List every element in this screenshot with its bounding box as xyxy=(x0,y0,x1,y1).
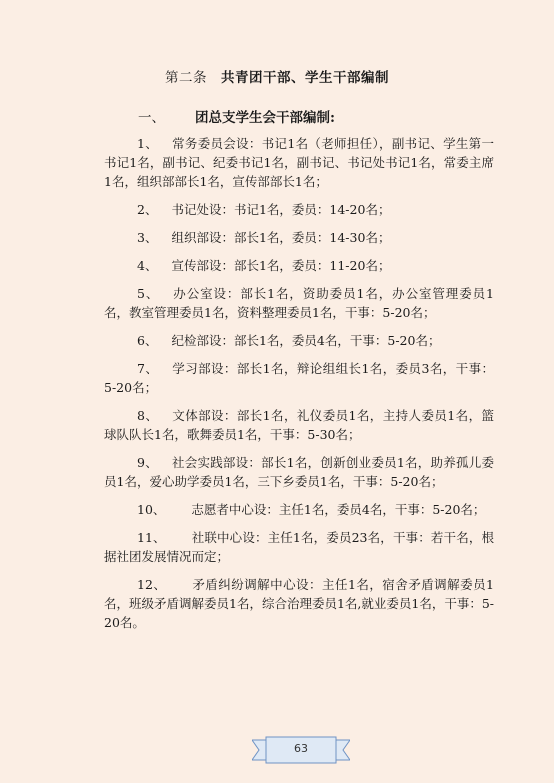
item-text: 组织部设：部长1名，委员：14-30名； xyxy=(171,230,391,245)
item-number: 4、 xyxy=(137,258,158,273)
article-title: 共青团干部、学生干部编制 xyxy=(221,70,389,86)
list-item xyxy=(104,134,494,191)
article-heading xyxy=(0,66,554,86)
item-text: 社联中心设：主任1名，委员23名，干事：若干名，根据社团发展情况而定； xyxy=(104,530,494,564)
list-item xyxy=(104,500,494,519)
page-number: 63 xyxy=(294,742,308,755)
list-item xyxy=(104,256,494,275)
item-number: 1、 xyxy=(137,136,159,151)
item-list xyxy=(104,134,494,641)
list-item xyxy=(104,528,494,566)
item-number: 6、 xyxy=(137,333,158,348)
item-number: 11、 xyxy=(137,530,166,545)
section-heading xyxy=(138,106,335,126)
item-text: 书记处设：书记1名，委员：14-20名； xyxy=(171,202,391,217)
list-item xyxy=(104,331,494,350)
list-item xyxy=(104,359,494,397)
item-number: 2、 xyxy=(137,202,158,217)
item-text: 纪检部设：部长1名，委员4名，干事：5-20名； xyxy=(171,333,441,348)
item-text: 常务委员会设：书记1名（老师担任），副书记、学生第一书记1名，副书记、纪委书记1名，副书记、书记处书记1名，常委主席1名，组织部部长1名，宣传部部长1名； xyxy=(104,136,494,189)
item-number: 8、 xyxy=(137,408,159,423)
item-number: 3、 xyxy=(137,230,158,245)
list-item xyxy=(104,228,494,247)
section-number: 一、 xyxy=(138,110,165,126)
list-item xyxy=(104,453,494,491)
item-text: 志愿者中心设：主任1名，委员4名，干事：5-20名； xyxy=(191,502,486,517)
item-text: 宣传部设：部长1名，委员：11-20名； xyxy=(171,258,391,273)
item-number: 5、 xyxy=(137,286,160,301)
section-title: 团总支学生会干部编制: xyxy=(195,110,335,126)
item-text: 矛盾纠纷调解中心设：主任1名，宿舍矛盾调解委员1名，班级矛盾调解委员1名，综合治理委员1名,就业委员1名，干事：5-20名。 xyxy=(104,577,495,630)
item-number: 9、 xyxy=(137,455,158,470)
list-item xyxy=(104,200,494,219)
list-item xyxy=(104,575,494,632)
item-text: 社会实践部设：部长1名，创新创业委员1名，助养孤儿委员1名，爱心助学委员1名，三下乡委员1名，干事：5-20名； xyxy=(104,455,494,489)
item-text: 学习部设：部长1名，辩论组组长1名，委员3名，干事：5-20名； xyxy=(104,361,494,395)
item-number: 12、 xyxy=(137,577,167,592)
list-item xyxy=(104,284,494,322)
article-number: 第二条 xyxy=(165,70,207,86)
item-number: 10、 xyxy=(137,502,166,517)
list-item xyxy=(104,406,494,444)
item-text: 办公室设：部长1名，资助委员1名，办公室管理委员1名，教室管理委员1名，资料整理委员1名，干事：5-20名； xyxy=(104,286,494,320)
item-text: 文体部设：部长1名，礼仪委员1名，主持人委员1名，篮球队队长1名，歌舞委员1名，干事：5-30名； xyxy=(104,408,494,442)
item-number: 7、 xyxy=(137,361,159,376)
